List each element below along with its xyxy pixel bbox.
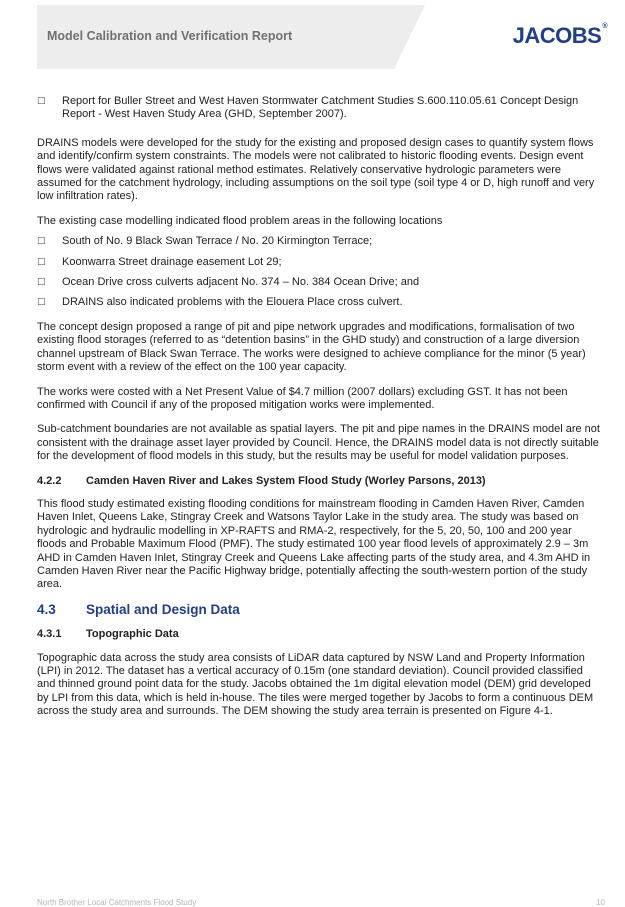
paragraph-sub-catchment: Sub-catchment boundaries are not available as spatial layers. The pit and pipe names in the DRAINS model are not consistent with the drainage asset layer provided by Council. Hence, the DRAINS model data is not directly suitable for the development of flood models in this study, but the results may be useful for model validation purposes.	[37, 423, 600, 463]
heading-title: Spatial and Design Data	[86, 601, 240, 617]
list-item	[37, 256, 604, 269]
list-item-text: Ocean Drive cross culverts adjacent No. 374 – No. 384 Ocean Drive; and	[62, 276, 420, 289]
paragraph-problem-areas-intro: The existing case modelling indicated flood problem areas in the following locations	[37, 214, 443, 227]
logo-text: JACOBS	[512, 23, 602, 48]
logo-registered-mark: ®	[602, 23, 607, 30]
reference-item	[37, 95, 604, 122]
footer-document-title: North Brother Local Catchments Flood Study	[37, 898, 197, 907]
paragraph-flood-study: This flood study estimated existing flooding conditions for mainstream flooding in Camden Haven River, Camden Haven Inlet, Queens Lake, Stingray Creek and Watsons Taylor Lake in the study area. The study was based on hydrologic and hydraulic modelling in XP-RAFTS and RMA-2, respectively, for the 5, 20, 50, 100 and 200 year floods and Probable Maximum Flood (PMF). The study estimated 100 year flood levels of approximately 2.9 – 3m AHD in Camden Haven Inlet, Stingray Creek and Queens Lake affecting parts of the study area, and 4.3m AHD in Camden Haven River near the Pacific Highway bridge, potentially affecting the south-western portion of the study area.	[37, 497, 591, 591]
list-item	[37, 276, 604, 289]
heading-title: Camden Haven River and Lakes System Flood Study (Worley Parsons, 2013)	[86, 474, 486, 487]
heading-number: 4.3.1	[37, 628, 62, 641]
list-item-text: Koonwarra Street drainage easement Lot 29;	[62, 255, 282, 268]
jacobs-logo	[513, 23, 607, 49]
list-item-text: South of No. 9 Black Swan Terrace / No. 20 Kirmington Terrace;	[62, 235, 373, 248]
paragraph-costing: The works were costed with a Net Present Value of $4.7 million (2007 dollars) excluding GST. It has not been confirmed with Council if any of the proposed mitigation works were implemented.	[37, 385, 568, 411]
page-number: 10	[596, 898, 605, 907]
paragraph-topographic-data: Topographic data across the study area consists of LiDAR data captured by NSW Land and Property Information (LPI) in 2012. The dataset has a vertical accuracy of 0.15m (one standard deviation). Council provided classified and thinned ground point data for the study. Jacobs obtained the 1m digital elevation model (DEM) grid developed by LPI from this data, which is held in-house. The tiles were merged together by Jacobs to form a continuous DEM across the study area and surrounds. The DEM showing the study area terrain is presented on Figure 4-1.	[37, 651, 594, 718]
heading-4-2-2	[37, 475, 604, 488]
bullet-box-icon: □	[37, 96, 46, 106]
reference-text: Report for Buller Street and West Haven Stormwater Catchment Studies S.600.110.05.61 Concept Design Report - West Haven Study Area (GHD, September 2007).	[62, 95, 579, 121]
paragraph-concept-design: The concept design proposed a range of pit and pipe network upgrades and modifications, formalisation of two existing flood storages (referred to as “detention basins” in the GHD study) and construction of a large diversion channel upstream of Black Swan Terrace. The works were designed to achieve compliance for the minor (5 year) storm event with a review of the effect on the 100 year capacity.	[37, 320, 586, 374]
bullet-box-icon: □	[37, 236, 46, 247]
list-item-text: DRAINS also indicated problems with the Elouera Place cross culvert.	[62, 296, 403, 309]
heading-title: Topographic Data	[86, 628, 179, 641]
heading-4-3	[37, 603, 604, 616]
list-item	[37, 296, 604, 309]
bullet-box-icon: □	[37, 277, 46, 288]
bullet-box-icon: □	[37, 297, 46, 308]
heading-number: 4.3	[37, 601, 56, 617]
report-title: Model Calibration and Verification Report	[47, 29, 293, 43]
page-content	[37, 95, 604, 730]
list-item	[37, 235, 604, 248]
heading-4-3-1	[37, 628, 604, 641]
paragraph-drains-models: DRAINS models were developed for the study for the existing and proposed design cases to quantify system flows and identify/confirm system constraints. The models were not calibrated to historic flooding events. Design event flows were validated against rational method estimates. Relatively conservative hydrologic parameters were assumed for the catchment hydrology, including assumptions on the soil type (soil type 4 or D, high runoff and very low infiltration rates).	[37, 136, 595, 203]
heading-number: 4.2.2	[37, 474, 62, 487]
bullet-box-icon: □	[37, 256, 46, 267]
problem-areas-list	[37, 235, 604, 310]
